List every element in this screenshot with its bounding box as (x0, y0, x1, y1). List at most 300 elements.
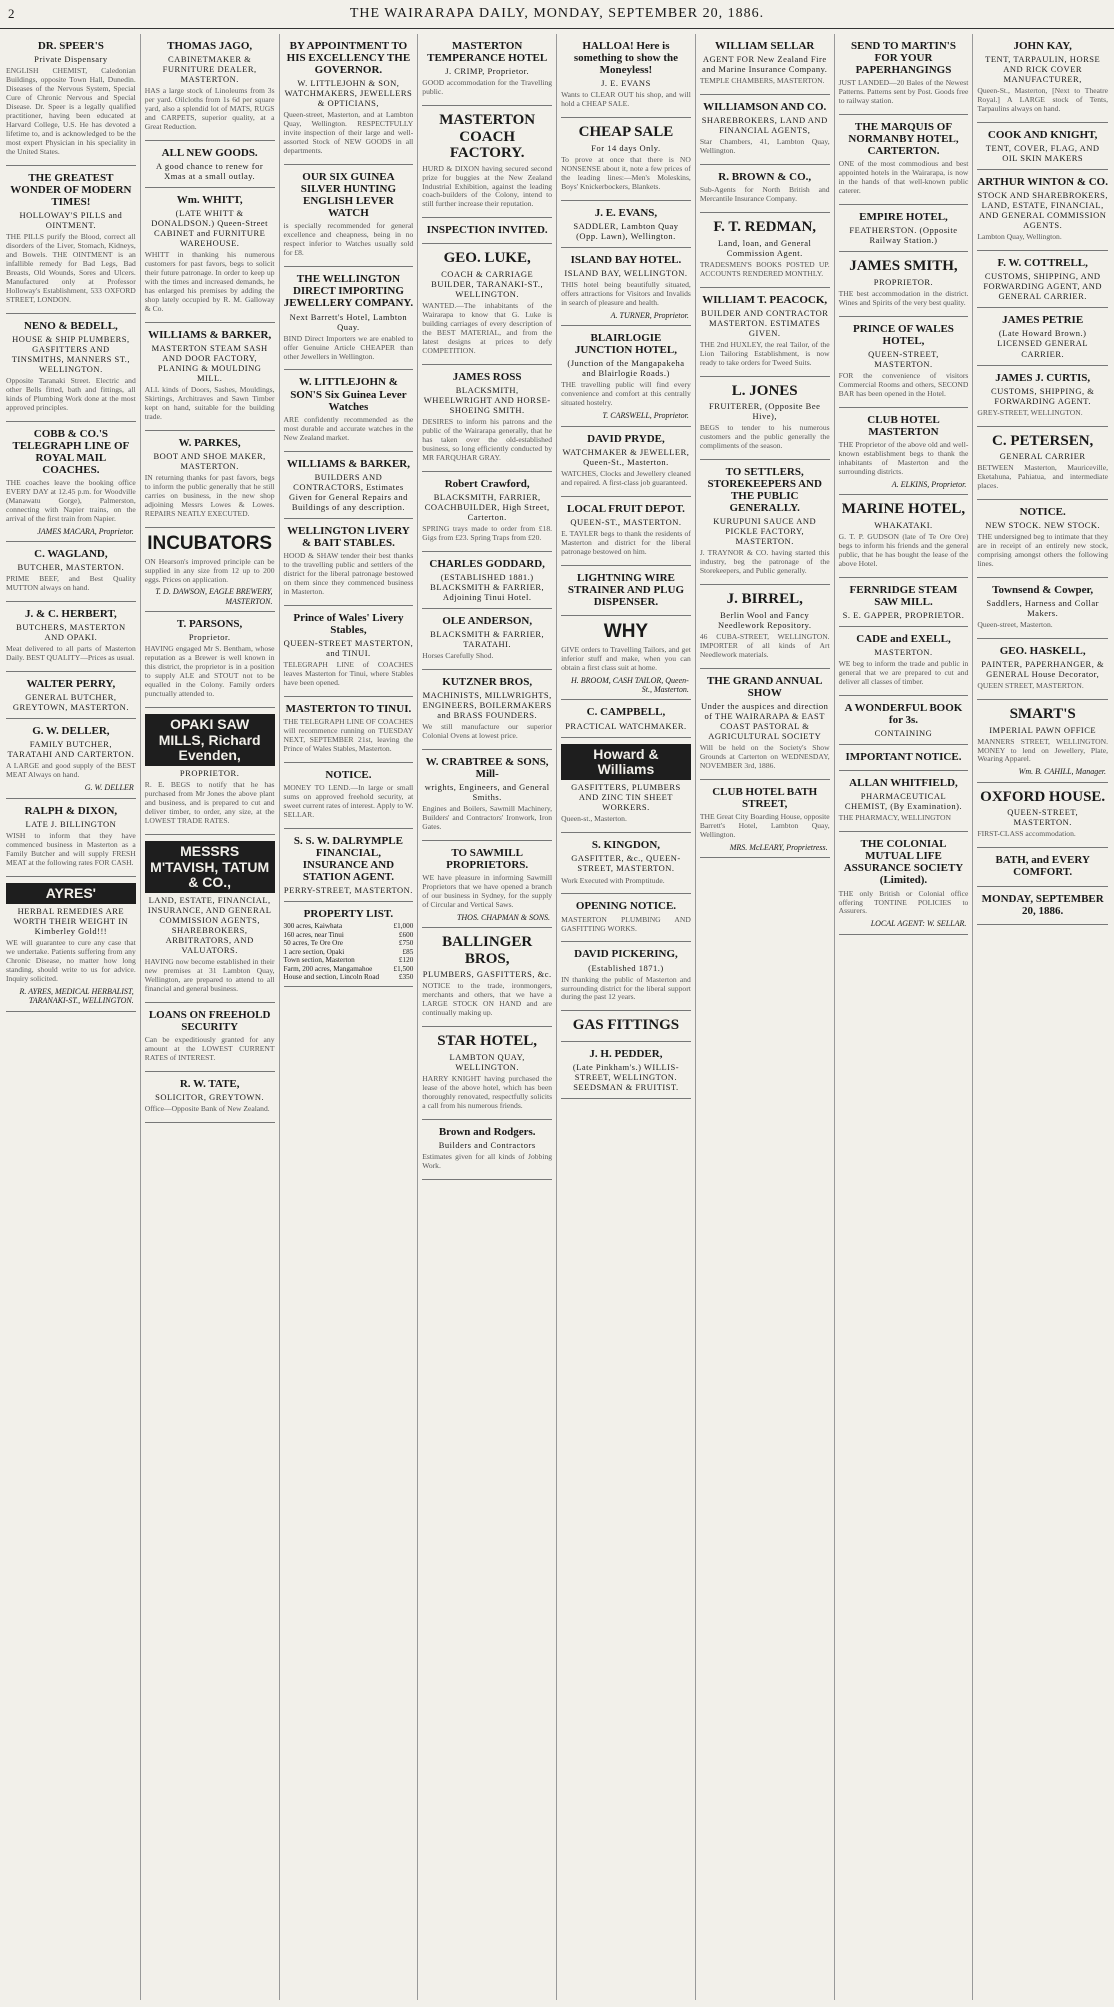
advertisement (561, 497, 691, 566)
ad-subtitle: ISLAND BAY, WELLINGTON. (564, 267, 688, 278)
property-name: Farm, 200 acres, Mangamahoe (283, 964, 373, 973)
ad-body-text: ALL kinds of Doors, Sashes, Mouldings, Skirtings, Architraves and Sawn Timber kept on hand, suitable for the building trade. (144, 385, 275, 421)
ad-body-text: JUST LANDED—20 Bales of the Newest Patterns. Patterns sent by Post. Goods free to railway station. (838, 78, 969, 106)
advertisement (700, 34, 830, 95)
advertisement (839, 771, 969, 832)
ad-body-text: WE have pleasure in informing Sawmill Proprietors that we have opened a branch of our business in Sydney, for the supply of Circular and Vertical Saws. (422, 873, 553, 910)
advertisement (422, 750, 552, 841)
ad-body-text: Opposite Taranaki Street. Electric and other Bells fitted, bath and fittings, all kinds of Plumbing Work done at the most approved principles. (6, 375, 136, 412)
advertisement (284, 829, 414, 902)
column-7 (835, 34, 974, 2000)
ad-subtitle: QUEEN-STREET, MASTERTON. (1007, 807, 1079, 828)
masthead (0, 0, 1114, 26)
advertisement (977, 308, 1108, 365)
ad-title: WILLIAM T. PEACOCK, (702, 293, 828, 306)
ad-body-text: PRIME BEEF, and Best Quality MUTTON always on hand. (6, 574, 136, 593)
ad-title: CADE and EXELL, (856, 632, 951, 645)
ad-body-text: MONEY TO LEND.—In large or small sums on approved freehold security, at sweet current rates of interest. Apply to W. SELLAR. (283, 782, 414, 819)
ad-subtitle: PROPRIETOR. (179, 768, 240, 779)
advertisement (839, 745, 969, 771)
ad-body-text: J. TRAYNOR & CO. having started this industry, beg the patronage of the Storekeepers, and Public generally. (699, 548, 830, 576)
ad-title: HALLOA! Here is something to show the Moneyless! (573, 40, 679, 77)
advertisement (284, 697, 414, 763)
ad-title: F. T. REDMAN, (713, 219, 817, 236)
ad-body-text: WE will guarantee to cure any case that we undertake. Patients suffering from any Chronic Disease, no matter how long standing, should write to us for advice. Inquiry solicited. (6, 938, 136, 983)
ad-subtitle: BOOT AND SHOE MAKER, MASTERTON. (153, 450, 266, 471)
ad-body-text: Engines and Boilers, Sawmill Machinery, Builders' and Contractors' Ironwork, Iron Gates. (422, 804, 553, 832)
ad-body-text: ARE confidently recommended as the most durable and accurate watches in the New Zealand market. (283, 414, 414, 442)
property-price: £1,500 (393, 964, 414, 973)
advertisement (422, 552, 552, 609)
ad-title: CHARLES GODDARD, (429, 557, 545, 570)
ad-subtitle: BUTCHERS, MASTERTON AND OPAKI. (16, 622, 126, 643)
ad-subtitle: J. CRIMP, Proprietor. (445, 66, 530, 77)
property-name: 50 acres, Te Ore Ore (283, 939, 343, 948)
advertisement (145, 835, 275, 1003)
ad-subtitle: Proprietor. (188, 632, 231, 643)
ad-subtitle: TENT, TARPAULIN, HORSE AND RICK COVER MANUFACTURER, (985, 54, 1101, 85)
advertisement (561, 427, 691, 497)
property-price: £350 (398, 972, 414, 981)
ad-subtitle: WHAKATAKI. (874, 519, 933, 530)
ad-body-text: G. T. P. GUDSON (late of Te Ore Ore) begs to inform his friends and the general public, that he has bought the lease of the above Hotel. (838, 531, 969, 568)
ad-subtitle: PROPRIETOR. (873, 276, 934, 287)
property-name: 300 acres, Kaiwhata (283, 922, 343, 931)
ad-title: L. JONES (731, 382, 798, 399)
ad-title: MASTERTON TEMPERANCE HOTEL (427, 40, 548, 65)
advertisement (977, 123, 1108, 170)
advertisement (6, 799, 136, 877)
advertisement (561, 201, 691, 248)
advertisement (422, 106, 552, 218)
ad-title: R. W. TATE, (179, 1078, 240, 1091)
ad-body-text: ON Hearson's improved principle can be supplied in any size from 12 up to 200 eggs. Prices on application. (144, 556, 275, 584)
ad-title: J. H. PEDDER, (589, 1047, 663, 1060)
ad-title: DAVID PICKERING, (574, 948, 678, 961)
ad-title: KUTZNER BROS, (442, 675, 533, 688)
ad-title: J. & C. HERBERT, (25, 608, 117, 621)
ad-body-text: Wants to CLEAR OUT his shop, and will hold a CHEAP SALE. (561, 90, 691, 109)
advertisement (145, 141, 275, 188)
advertisement (284, 763, 414, 829)
ad-title: ALLAN WHITFIELD, (849, 777, 958, 790)
ad-subtitle: SHAREBROKERS, LAND AND FINANCIAL AGENTS, (701, 115, 828, 136)
advertisement (977, 783, 1108, 848)
ad-title: Howard & Williams (561, 744, 691, 781)
advertisement (700, 288, 830, 377)
ad-body-text: IN returning thanks for past favors, begs to inform the public generally that he still carries on business, in the new shop adjoining Messrs Lowes & Lowes. REPAIRS NEATLY EXECUTED. (144, 472, 275, 518)
property-row (284, 973, 414, 981)
ad-subtitle: GASFITTER, &c., QUEEN-STREET, MASTERTON. (571, 853, 681, 874)
column-1 (2, 34, 141, 2000)
ad-title: W. LITTLEJOHN & SON'S Six Guinea Lever Watches (290, 376, 407, 413)
advertisement (839, 34, 969, 115)
ad-body-text: SPRING trays made to order from £18. Gigs from £23. Spring Traps from £20. (422, 523, 553, 542)
ad-body-text: Office—Opposite Bank of New Zealand. (144, 1104, 270, 1114)
ad-title: JAMES SMITH, (849, 258, 958, 275)
ad-body-text: WHITT in thanking his numerous customers for past favors, begs to solicit their future patronage. In order to keep up with the times and increased demands, he has enlarged his premises by adding the shop lately occupied by R. M. Galloway & Co. (144, 250, 275, 313)
property-name: House and section, Lincoln Road (283, 972, 380, 981)
advertisement (977, 700, 1108, 783)
property-row (284, 956, 414, 964)
ad-title: BALLINGER BROS, (442, 934, 533, 967)
advertisement (422, 365, 552, 472)
ad-subtitle: CABINETMAKER & FURNITURE DEALER, MASTERTON. (162, 54, 257, 85)
ad-body-text: THE only British or Colonial office offering TONTINE POLICIES to Assurers. (838, 888, 969, 916)
ad-title: ALL NEW GOODS. (161, 146, 258, 159)
ad-title: NOTICE. (325, 768, 372, 781)
ad-body-text: R. E. BEGS to notify that he has purchased from Mr Jones the above plant and business, and is prepared to cut and deliver timber, to order, any size, at the LOWEST TRADE RATES. (144, 780, 275, 826)
ad-title: JAMES PETRIE (1002, 314, 1084, 327)
property-price: £750 (398, 939, 414, 948)
ad-title: W. CRABTREE & SONS, Mill- (425, 755, 549, 781)
ad-title: OUR SIX GUINEA SILVER HUNTING ENGLISH LEVER WATCH (300, 171, 397, 220)
advertisement (422, 218, 552, 244)
ad-subtitle: Private Dispensary (34, 54, 108, 65)
ad-title: WILLIAMS & BARKER, (148, 328, 272, 341)
advertisement (977, 366, 1108, 427)
ad-title: S. S. W. DALRYMPLE FINANCIAL, INSURANCE AND STATION AGENT. (293, 834, 403, 883)
ad-title: J. E. EVANS, (594, 206, 658, 219)
ad-subtitle: CONTAINING (874, 727, 933, 738)
ad-body-text: THE travelling public will find every convenience and comfort at this centrally situated hostelry. (561, 380, 691, 408)
advertisement (561, 248, 691, 326)
ad-signature: MRS. McLEARY, Proprietress. (729, 842, 828, 852)
ad-title: WALTER PERRY, (26, 678, 116, 691)
ad-title: Robert Crawford, (444, 477, 530, 490)
advertisement (422, 34, 552, 106)
property-name: Town section, Masterton (283, 956, 355, 965)
ad-subtitle: FAMILY BUTCHER, TARATAHI AND CARTERTON. (7, 739, 135, 760)
ad-subtitle: BUILDER AND CONTRACTOR MASTERTON. ESTIMATES GIVEN. (700, 307, 829, 338)
advertisement (977, 848, 1108, 886)
ad-signature: T. D. DAWSON, EAGLE BREWERY, MASTERTON. (155, 587, 273, 606)
ad-subtitle: PERRY-STREET, MASTERTON. (283, 884, 413, 895)
ad-title: WELLINGTON LIVERY & BAIT STABLES. (287, 524, 410, 549)
advertisement (145, 1072, 275, 1123)
ad-subtitle: Under the auspices and direction of THE WAIRARAPA & EAST COAST PASTORAL & AGRICULTURAL SOCIETY (701, 700, 829, 741)
ad-body-text: THE TELEGRAPH LINE OF COACHES will recommence running on TUESDAY NEXT, SEPTEMBER 21st, leaving the Prince of Wales Stables, Masterton. (283, 716, 414, 753)
ad-body-text: TEMPLE CHAMBERS, MASTERTON. (699, 76, 825, 86)
ad-title: NENO & BEDELL, (23, 319, 118, 332)
ad-subtitle: NEW STOCK. NEW STOCK. (985, 520, 1101, 531)
ad-title: EMPIRE HOTEL, (859, 211, 948, 224)
ad-title: LIGHTNING WIRE STRAINER AND PLUG DISPENSER. (567, 571, 685, 608)
ad-body-text: MANNERS STREET, WELLINGTON. MONEY to lend on Jewellery, Plate, Wearing Apparel. (977, 736, 1108, 764)
advertisement (839, 115, 969, 205)
ad-body-text: IN thanking the public of Masterton and surrounding district for the liberal support during the past 12 years. (561, 974, 691, 1002)
ad-subtitle: GENERAL BUTCHER, GREYTOWN, MASTERTON. (12, 692, 129, 713)
ad-title: R. BROWN & CO., (718, 171, 812, 184)
ad-title: MESSRS M'TAVISH, TATUM & CO., (145, 841, 275, 893)
ad-title: RALPH & DIXON, (24, 804, 118, 817)
advertisement (145, 34, 275, 141)
ad-title: Wm. WHITT, (176, 194, 243, 207)
advertisement (145, 528, 275, 613)
ad-body-text: THE undersigned beg to intimate that they are in receipt of an entirely new stock, comprising amongst others the following lines. (977, 532, 1108, 568)
property-price: £120 (398, 956, 414, 965)
ad-title: THE GRAND ANNUAL SHOW (706, 674, 823, 699)
ad-title: COOK AND KNIGHT, (987, 129, 1098, 141)
advertisement (422, 1120, 552, 1180)
ad-body-text: ENGLISH CHEMIST, Caledonian Buildings, opposite Town Hall, Dunedin. Diseases of the Nervous System, Special Cure of Chronic Nervous and Special Disease. Dr. Speer is a legally qualified practitioner, having been educated at Harvard College, U.S. He has devoted a lifetime to, and is acknowledged to be the most expert Physician in his speciality in the United States. (6, 66, 136, 156)
ad-subtitle: IMPERIAL PAWN OFFICE (989, 724, 1097, 735)
property-row (284, 922, 414, 930)
advertisement (6, 877, 136, 1012)
ad-body-text: HAVING now become established in their new premises at 31 Lambton Quay, Wellington, are prepared to attend to all financial and general business. (144, 957, 275, 994)
advertisement (561, 700, 691, 737)
ad-subtitle: (Late Howard Brown.) LICENSED GENERAL CARRIER. (997, 328, 1089, 359)
ad-subtitle: For 14 days Only. (591, 142, 661, 153)
advertisement (284, 370, 414, 451)
ad-signature: A. TURNER, Proprietor. (610, 310, 689, 320)
ad-title: STAR HOTEL, (437, 1033, 538, 1050)
advertisement (422, 244, 552, 364)
advertisement (284, 452, 414, 519)
ad-body-text: TELEGRAPH LINE of COACHES leaves Masterton for Tinui, where Stables have been opened. (283, 659, 414, 687)
property-row (284, 931, 414, 939)
ad-title: WILLIAM SELLAR (715, 40, 815, 52)
ad-title: BATH, and EVERY COMFORT. (995, 854, 1090, 879)
ad-subtitle: A good chance to renew for Xmas at a small outlay. (156, 161, 264, 182)
ad-body-text: Star Chambers, 41, Lambton Quay, Wellington. (699, 137, 830, 156)
advertisement (977, 427, 1108, 500)
advertisement (145, 188, 275, 323)
ad-title: SEND TO MARTIN'S FOR YOUR PAPERHANGINGS (850, 40, 956, 77)
advertisement (561, 616, 691, 701)
advertisement (6, 672, 136, 719)
advertisement (977, 578, 1108, 639)
ad-body-text: Meat delivered to all parts of Masterton Daily. BEST QUALITY—Prices as usual. (6, 644, 136, 663)
advertisement (700, 460, 830, 585)
ad-title: JAMES J. CURTIS, (995, 371, 1091, 384)
property-list (284, 922, 414, 981)
ad-title: OLE ANDERSON, (442, 614, 533, 627)
ad-subtitle: (ESTABLISHED 1881.) BLACKSMITH & FARRIER, Adjoining Tinui Hotel. (430, 571, 545, 602)
ad-body-text: THE best accommodation in the district. Wines and Spirits of the very best quality. (838, 288, 969, 307)
ad-title: FERNRIDGE STEAM SAW MILL. (849, 583, 958, 608)
ad-title: C. WAGLAND, (34, 548, 108, 561)
ad-title: SMART'S (1009, 706, 1076, 723)
ad-subtitle: PAINTER, PAPERHANGER, & GENERAL House Decorator, (981, 659, 1105, 680)
ad-signature: R. AYRES, MEDICAL HERBALIST, TARANAKI-ST., WELLINGTON. (19, 986, 134, 1006)
ad-subtitle: (Junction of the Mangapakeha and Blairlogie Roads.) (567, 358, 685, 379)
ad-title: JOHN KAY, (1013, 40, 1072, 52)
ad-signature: G. W. DELLER (84, 783, 134, 793)
property-price: £85 (402, 947, 414, 956)
ad-title: G. W. DELLER, (32, 725, 110, 738)
ad-body-text: QUEEN STREET, MASTERTON. (977, 681, 1084, 691)
advertisement (977, 887, 1108, 925)
ad-subtitle: QUEEN-ST., MASTERTON. (570, 516, 682, 527)
ad-title: DAVID PRYDE, (587, 432, 665, 445)
ad-title: T. PARSONS, (177, 618, 243, 631)
advertisement (561, 326, 691, 427)
advertisement (145, 1003, 275, 1072)
ad-subtitle: WATCHMAKER & JEWELLER, Queen-St., Masterton. (562, 446, 690, 467)
ad-title: MASTERTON COACH FACTORY. (439, 112, 536, 162)
ad-body-text: Queen-St., Masterton, [Next to Theatre Royal.] A LARGE stock of Tents, Tarpaulins always on hand. (977, 86, 1108, 114)
advertisement (422, 928, 552, 1027)
ad-subtitle: S. E. GAPPER, PROPRIETOR. (842, 609, 965, 620)
ad-subtitle: SOLICITOR, GREYTOWN. (155, 1092, 265, 1103)
advertisement (561, 1042, 691, 1099)
ad-title: CLUB HOTEL BATH STREET, (712, 785, 818, 810)
ad-body-text: Can be expeditiously granted for any amount at the LOWEST CURRENT RATES of INTEREST. (144, 1035, 275, 1063)
ad-title: JAMES ROSS (452, 370, 522, 383)
advertisement (284, 267, 414, 370)
ad-subtitle: PLUMBERS, GASFITTERS, &c. (422, 969, 552, 980)
advertisement (977, 170, 1108, 251)
property-row (284, 948, 414, 956)
ad-title: AYRES' (6, 883, 136, 904)
advertisement (561, 34, 691, 118)
ad-subtitle: MASTERTON STEAM SASH AND DOOR FACTORY, PLANING & MOULDING MILL. (151, 342, 268, 383)
advertisement (145, 612, 275, 708)
ad-subtitle: QUEEN-STREET, MASTERTON. (868, 348, 939, 369)
ad-title: MARINE HOTEL, (841, 501, 966, 518)
ad-title: TO SETTLERS, STOREKEEPERS AND THE PUBLIC GENERALLY. (707, 465, 822, 515)
advertisement (284, 165, 414, 267)
ad-body-text: Horses Carefully Shod. (422, 650, 494, 660)
ad-subtitle: GENERAL CARRIER (999, 451, 1086, 462)
ad-subtitle: COACH & CARRIAGE BUILDER, TARANAKI-ST., WELLINGTON. (431, 268, 544, 299)
ad-body-text: FOR the convenience of visitors Commercial Rooms and others, SECOND BAR has been opened in the Hotel. (838, 371, 969, 398)
ad-subtitle: BLACKSMITH, WHEELWRIGHT AND HORSE-SHOEING SMITH. (423, 384, 551, 415)
advertisement (561, 833, 691, 894)
column-5 (557, 34, 696, 2000)
ad-title: A WONDERFUL BOOK for 3s. (844, 701, 963, 726)
advertisement (145, 323, 275, 431)
advertisement (561, 118, 691, 200)
ad-title: BLAIRLOGIE JUNCTION HOTEL, (574, 332, 677, 357)
ad-subtitle: BUTCHER, MASTERTON. (17, 562, 125, 573)
advertisement (284, 902, 414, 987)
advertisement (977, 500, 1108, 578)
ad-title: WILLIAMSON AND CO. (703, 101, 827, 114)
ad-subtitle: Next Barrett's Hotel, Lambton Quay. (289, 311, 408, 332)
ad-title: LOANS ON FREEHOLD SECURITY (148, 1009, 271, 1034)
ad-title: GAS FITTINGS (572, 1017, 680, 1034)
advertisement (561, 942, 691, 1011)
ad-body-text: BIND Direct Importers we are enabled to offer Genuine Article CHEAPER than other Jewellers in Wellington. (283, 333, 414, 361)
ad-subtitle: AGENT FOR New Zealand Fire and Marine Insurance Company. (702, 54, 828, 75)
ad-subtitle: BUILDERS AND CONTRACTORS, Estimates Given for General Repairs and Buildings of any description. (289, 471, 408, 512)
property-row (284, 939, 414, 947)
advertisement (561, 738, 691, 834)
ad-title: WHY (603, 620, 649, 642)
page-number: 2 (8, 6, 16, 21)
ad-subtitle: LAMBTON QUAY, WELLINGTON. (449, 1051, 525, 1072)
ad-body-text: WATCHES, Clocks and Jewellery cleaned and repaired. A first-class job guaranteed. (561, 468, 691, 487)
ad-title: NOTICE. (1019, 505, 1066, 518)
ad-subtitle: (Established 1871.) (588, 962, 664, 973)
ad-body-text: A LARGE and good supply of the BEST MEAT Always on hand. (6, 761, 136, 780)
property-price: £600 (398, 930, 414, 939)
masthead-rule (0, 28, 1114, 29)
ad-subtitle: W. LITTLEJOHN & SON, WATCHMAKERS, JEWELLERS & OPTICIANS, (284, 78, 413, 109)
advertisement (6, 314, 136, 422)
advertisement (6, 719, 136, 798)
ad-body-text: E. TAYLER begs to thank the residents of Masterton and district for the liberal patronage bestowed on him. (561, 528, 691, 556)
ad-title: OPAKI SAW MILLS, Richard Evenden, (145, 714, 275, 766)
ad-body-text: BEGS to tender to his numerous customers and the public generally the compliments of the season. (699, 423, 830, 450)
advertisement (561, 894, 691, 942)
advertisement (977, 34, 1108, 123)
property-price: £1,000 (393, 922, 414, 931)
advertisement (839, 317, 969, 408)
ad-body-text: HAVING engaged Mr S. Bentham, whose reputation as a Brewer is well known in this district, the proprietor is in a position to supply ALE and STOUT not to be equalled in the Colony. Family orders punctually attended to. (144, 644, 275, 699)
ad-title: S. KINGDON, (591, 839, 661, 852)
ad-body-text: NOTICE to the trade, ironmongers, merchants and others, that we have a LARGE STOCK ON HAND and are continually making up. (422, 981, 553, 1018)
ad-body-text: THE Proprietor of the above old and well-known establishment begs to thank the inhabitants of Masterton and the surrounding districts. (838, 440, 969, 476)
ad-title: THE GREATEST WONDER OF MODERN TIMES! (10, 171, 132, 208)
ad-title: C. PETERSEN, (992, 432, 1094, 449)
ad-body-text: Estimates given for all kinds of Jobbing Work. (422, 1151, 553, 1170)
advertisement (839, 696, 969, 745)
ad-title: GEO. LUKE, (443, 250, 531, 267)
ad-body-text: Queen-street, Masterton. (977, 620, 1053, 630)
ad-subtitle: LATE J. BILLINGTON (25, 818, 117, 829)
ad-body-text: HURD & DIXON having secured second prize for buggies at the New Zealand Industrial Exhibition, against the leading coach-builders of the Colony, intend to still further increase their reputation. (422, 163, 553, 209)
ad-body-text: WE beg to inform the trade and public in general that we are prepared to cut and deliver all classes of timber. (838, 658, 969, 686)
property-row (284, 965, 414, 973)
advertisement (561, 566, 691, 616)
ad-body-text: THE Great City Boarding House, opposite Barrett's Hotel, Lambton Quay, Wellington. (699, 811, 830, 839)
ad-body-text: DESIRES to inform his patrons and the public of the Wairarapa generally, that he has taken over the old-established business, so long efficiently conducted by MR FARQUHAR GRAY. (422, 416, 553, 462)
advertisement (284, 606, 414, 697)
ad-title: PRINCE OF WALES HOTEL, (853, 322, 954, 347)
ad-title: GEO. HASKELL, (999, 644, 1086, 657)
ad-body-text: WISH to inform that they have commenced business in Masterton as a Family Butcher and will supply FRESH MEAT at the following rates FOR CASH. (6, 830, 136, 867)
ad-subtitle: PHARMACEUTICAL CHEMIST, (By Examination). (844, 791, 963, 812)
ad-subtitle: KURUPUNI SAUCE AND PICKLE FACTORY, MASTERTON. (713, 516, 817, 547)
ad-title: C. CAMPBELL, (586, 706, 666, 719)
ad-subtitle: QUEEN-STREET MASTERTON, and TINUI. (283, 637, 414, 658)
ad-title: J. BIRREL, (726, 591, 803, 608)
ad-subtitle: GASFITTERS, PLUMBERS AND ZINC TIN SHEET WORKERS. (571, 782, 681, 813)
advertisement (6, 166, 136, 314)
ad-body-text: GOOD accommodation for the Travelling public. (422, 78, 553, 97)
ad-body-text: Will be held on the Society's Show Grounds at Carterton on WEDNESDAY, NOVEMBER 3rd, 1886. (699, 742, 830, 770)
ad-body-text: MASTERTON PLUMBING AND GASFITTING WORKS. (561, 914, 691, 933)
ad-subtitle: Builders and Contractors (438, 1139, 536, 1150)
ad-subtitle: LAND, ESTATE, FINANCIAL, INSURANCE, AND GENERAL COMMISSION AGENTS, SHAREBROKERS, ARBITRATORS, AND VALUATORS. (147, 895, 272, 956)
ad-title: THE WELLINGTON DIRECT IMPORTING JEWELLERY COMPANY. (283, 273, 414, 310)
advertisement (977, 251, 1108, 308)
ad-body-text: HAS a large stock of Linoleums from 3s per yard. Oilcloths from 1s 6d per square yard, also a splendid lot of MATS, RUGS and CARPETS, superior quality, at a Great Reduction. (144, 86, 275, 131)
ad-body-text: ONE of the most commodious and best appointed hotels in the Wairarapa, is now in the hands of that well-known public caterer. (838, 159, 969, 196)
ad-subtitle: (LATE WHITT & DONALDSON.) Queen-Street CABINET and FURNITURE WAREHOUSE. (151, 208, 269, 249)
ad-subtitle: MACHINISTS, MILLWRIGHTS, ENGINEERS, BOILERMAKERS and BRASS FOUNDERS. (422, 690, 552, 721)
ad-signature: JAMES MACARA, Proprietor. (37, 526, 134, 536)
advertisement (700, 585, 830, 668)
ad-title: INCUBATORS (147, 532, 273, 554)
ad-title: THOMAS JAGO, (167, 40, 253, 52)
advertisement (700, 165, 830, 213)
ad-subtitle: J. E. EVANS (601, 78, 651, 89)
ad-title: Townsend & Cowper, (992, 583, 1094, 596)
ad-title: INSPECTION INVITED. (426, 224, 548, 237)
ad-title: LOCAL FRUIT DEPOT. (567, 502, 685, 515)
ad-signature: T. CARSWELL, Proprietor. (602, 411, 689, 421)
ad-body-text: 46 CUBA-STREET, WELLINGTON. IMPORTER of all kinds of Art Needlework materials. (699, 631, 830, 659)
ad-body-text: THE PILLS purify the Blood, correct all disorders of the Liver, Stomach, Kidneys, and Bowels. THE OINTMENT is an infallible remedy for Bad Legs, Bad Breasts, Old Wounds, Sores and Ulcers. Manufactured only at Professor Holloway's Establishment, 533 OXFORD STREET, LONDON. (6, 231, 136, 304)
ad-subtitle: HOLLOWAY'S PILLS and OINTMENT. (19, 209, 123, 230)
advertisement (839, 627, 969, 696)
advertisement (839, 832, 969, 935)
ad-body-text: THE PHARMACY, WELLINGTON (838, 813, 952, 823)
